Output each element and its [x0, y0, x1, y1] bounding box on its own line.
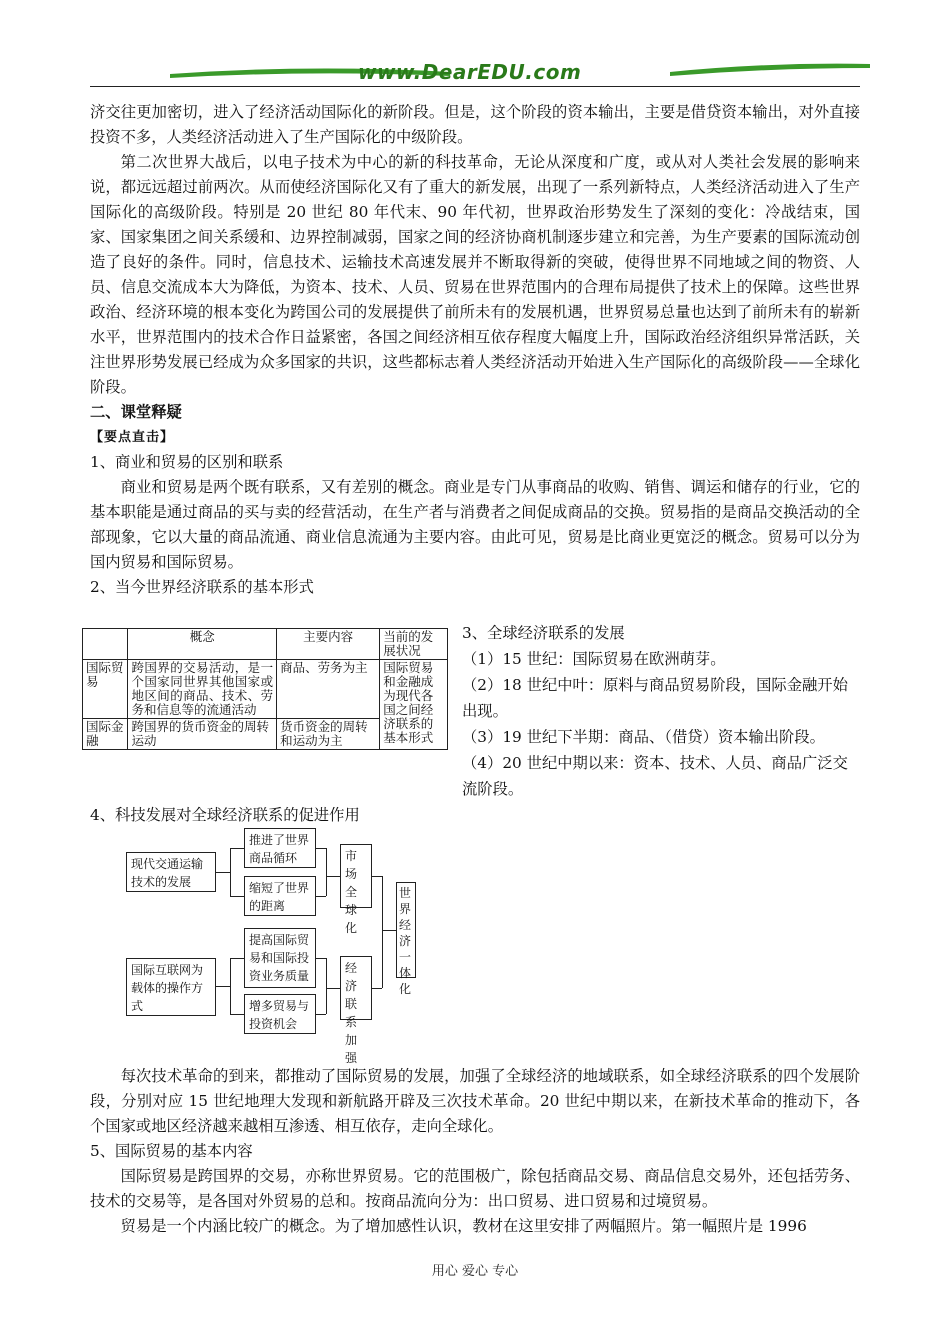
diagram-box-improve-quality: 提高国际贸易和国际投资业务质量: [244, 928, 316, 988]
connector: [372, 876, 382, 877]
section-title: 二、课堂释疑: [90, 403, 182, 421]
diagram-box-shorten-distance: 缩短了世界的距离: [244, 876, 316, 916]
header-rule: [90, 86, 860, 87]
connector: [326, 876, 340, 877]
diagram-box-economic-links: 经济联系加强: [340, 956, 372, 1020]
table-cell-content: 货币资金的周转和运动为主: [277, 719, 380, 750]
item3-title: 3、全球经济联系的发展: [462, 624, 625, 642]
intro-block: [90, 100, 860, 600]
diagram-box-internet: 国际互联网为载体的操作方式: [126, 958, 216, 1016]
header-right-swoosh: [670, 62, 870, 76]
page-footer: 用心 爱心 专心: [431, 1264, 519, 1279]
table-cell-name: 国际金融: [83, 719, 128, 750]
connector: [382, 930, 396, 931]
connector: [326, 988, 340, 989]
connector: [230, 1014, 244, 1015]
table-cell-concept: 跨国界的货币资金的周转运动: [128, 719, 277, 750]
diagram-box-more-opportunities: 增多贸易与投资机会: [244, 994, 316, 1034]
item5-paragraph-1: 国际贸易是跨国界的交易，亦称世界贸易。它的范围极广，除包括商品交易、商品信息交易外，还包括劳务、技术的交易等，是各国对外贸易的总和。按商品流向分为：出口贸易、进口贸易和过境贸易。: [90, 1167, 860, 1210]
diagram-box-transport: 现代交通运输技术的发展: [126, 852, 216, 892]
connector: [230, 958, 244, 959]
section-subtitle: 【要点直击】: [90, 430, 175, 445]
table-header-cell: 主要内容: [277, 629, 380, 660]
item4-title: 4、科技发展对全球经济联系的促进作用: [90, 806, 360, 824]
connector: [316, 958, 326, 959]
table-row: [83, 660, 448, 719]
page-header: [90, 54, 860, 90]
table-cell-content: 商品、劳务为主: [277, 660, 380, 719]
connector: [326, 848, 327, 896]
table-header-cell: 概念: [128, 629, 277, 660]
lower-block: [90, 1064, 860, 1239]
item2-title: 2、当今世界经济联系的基本形式: [90, 578, 314, 596]
connector: [382, 876, 383, 988]
intro-paragraph-2: 第二次世界大战后，以电子技术为中心的新的科技革命，无论从深度和广度，或从对人类社会发展的影响来说，都远远超过前两次。从而使经济国际化又有了重大的新发展，出现了一系列新特点，人类经济活动进入了生产国际化的高级阶段。特别是 20 世纪 80 年代末、90 年代初，世界政治形势发生了深刻的变化：冷战结束，国家、国家集团之间关系缓和、边界控制减弱，国家之间的经济协商机制逐步建立和完善，为生产要素的国际流动创造了良好的条件。同时，信息技术、运输技术高速发展并不断取得新的突破，使得世界不同地域之间的物资、人员、信息交流成本大为降低，为资本、技术、人员、贸易在世界范围内的合理布局提供了技术上的保障。这些世界政治、经济环境的根本变化为跨国公司的发展提供了前所未有的发展机遇，世界贸易总量也达到了前所未有的崭新水平，世界范围内的技术合作日益紧密，各国之间经济相互依存程度大幅度上升，国际政治经济组织异常活跃，关注世界形势发展已经成为众多国家的共识，这些都标志着人类经济活动开始进入生产国际化的高级阶段——全球化阶段。: [90, 153, 860, 396]
item4-text: 每次技术革命的到来，都推动了国际贸易的发展，加强了全球经济的地域联系，如全球经济联系的四个发展阶段，分别对应 15 世纪地理大发现和新航路开辟及三次技术革命。20 世纪中期以来，在新技术革命的推动下，各个国家或地区经济越来越相互渗透、相互依存，走向全球化。: [90, 1067, 860, 1135]
diagram-box-market-globalization: 市场全球化: [340, 844, 372, 908]
table-header-cell: 当前的发展状况: [380, 629, 448, 660]
item1-text: 商业和贸易是两个既有联系，又有差别的概念。商业是专门从事商品的收购、销售、调运和储存的行业，它的基本职能是通过商品的买与卖的经营活动，在生产者与消费者之间促成商品的交换。贸易指的是商品交换活动的全部现象，它以大量的商品流通、商业信息流通为主要内容。由此可见，贸易是比商业更宽泛的概念。贸易可以分为国内贸易和国际贸易。: [90, 478, 860, 571]
connector: [230, 896, 244, 897]
item1-title: 1、商业和贸易的区别和联系: [90, 453, 284, 471]
connector: [216, 872, 230, 873]
item3-line: （2）18 世纪中叶：原料与商品贸易阶段，国际金融开始出现。: [462, 676, 848, 720]
connector: [372, 988, 382, 989]
item5-title: 5、国际贸易的基本内容: [90, 1142, 253, 1160]
table-cell-concept: 跨国界的交易活动，是一个国家同世界其他国家或地区间的商品、技术、劳务和信息等的流通活动: [128, 660, 277, 719]
connector: [216, 986, 230, 987]
diagram-box-commodity-cycle: 推进了世界商品循环: [244, 828, 316, 868]
tech-impact-diagram: [110, 820, 440, 1065]
table-header-row: [83, 629, 448, 660]
table-header-cell: [83, 629, 128, 660]
connector: [230, 848, 244, 849]
item3-block: [462, 620, 862, 802]
connector: [326, 958, 327, 1014]
site-logo[interactable]: www.DearEDU.com: [358, 60, 582, 84]
table-cell-status: 国际贸易和金融成为现代各国之间经济联系的基本形式: [380, 660, 448, 750]
item3-line: （4）20 世纪中期以来：资本、技术、人员、商品广泛交流阶段。: [462, 754, 848, 798]
connector: [230, 848, 231, 896]
connector: [230, 958, 231, 1014]
connector: [316, 896, 326, 897]
item3-line: （1）15 世纪：国际贸易在欧洲萌芽。: [462, 650, 726, 668]
table-cell-name: 国际贸易: [83, 660, 128, 719]
item3-line: （3）19 世纪下半期：商品、（借贷）资本输出阶段。: [462, 728, 825, 746]
diagram-box-integration: 世界经济一体化: [396, 882, 416, 978]
connector: [316, 848, 326, 849]
item5-paragraph-2: 贸易是一个内涵比较广的概念。为了增加感性认识，教材在这里安排了两幅照片。第一幅照片是 1996: [120, 1217, 807, 1235]
economic-links-table: [82, 628, 448, 750]
connector: [316, 1014, 326, 1015]
intro-paragraph-1: 济交往更加密切，进入了经济活动国际化的新阶段。但是，这个阶段的资本输出，主要是借贷资本输出，对外直接投资不多，人类经济活动进入了生产国际化的中级阶段。: [90, 103, 860, 146]
